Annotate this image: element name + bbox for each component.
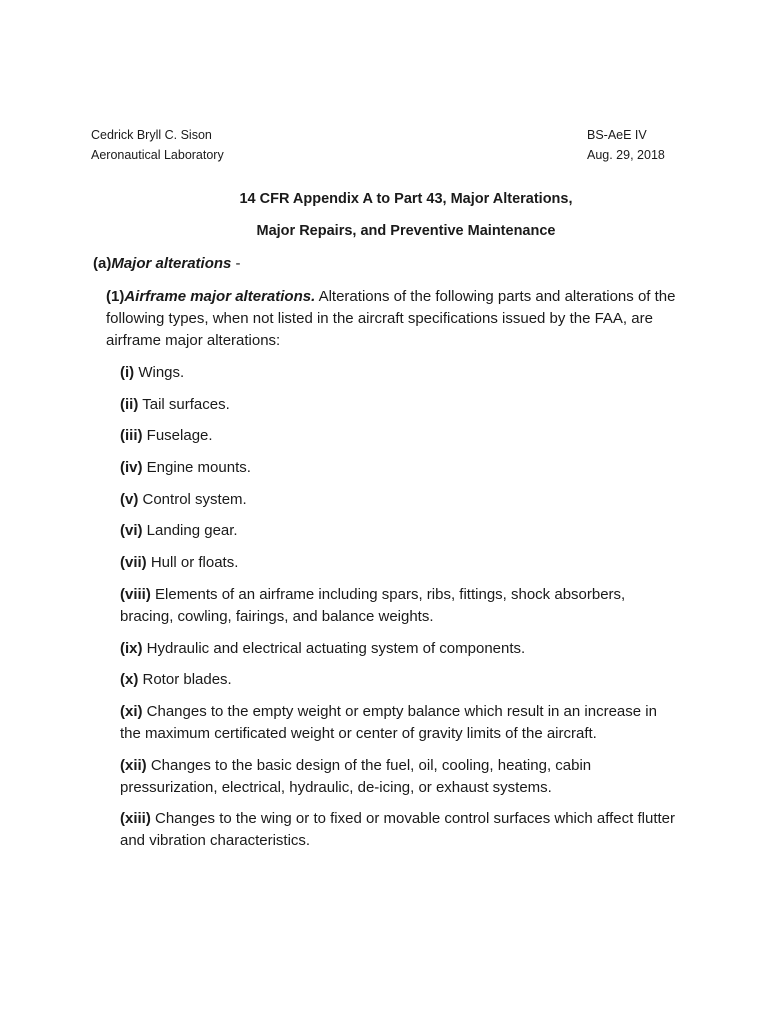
- paragraph-1-text: Alterations of the following parts and alterations of the following types, when not listed in the aircraft specifications issued by the FAA, are airframe major alterations:: [106, 288, 676, 349]
- list-item: [120, 394, 680, 416]
- list-item: [120, 669, 680, 691]
- header-left: [91, 125, 224, 165]
- items-list: [120, 362, 680, 862]
- list-item: [120, 489, 680, 511]
- item-number: (i): [120, 364, 135, 381]
- item-text: Changes to the wing or to fixed or movable control surfaces which affect flutter and vibration characteristics.: [120, 810, 676, 850]
- program-name: BS-AeE IV: [587, 128, 647, 142]
- item-number: (xii): [120, 756, 147, 774]
- item-text: Wings.: [134, 364, 185, 381]
- item-text: Changes to the empty weight or empty balance which result in an increase in the maximum certificated weight or center of gravity limits of the aircraft.: [120, 702, 657, 742]
- list-item: [120, 584, 680, 628]
- paragraph-1-heading: Airframe major alterations.: [124, 288, 316, 305]
- item-text: Engine mounts.: [142, 459, 251, 477]
- item-number: (x): [120, 671, 139, 689]
- author-name: Cedrick Bryll C. Sison: [91, 128, 212, 142]
- list-item: [120, 457, 680, 479]
- item-number: (xiii): [120, 810, 151, 828]
- item-text: Tail surfaces.: [138, 395, 230, 413]
- item-text: Control system.: [138, 490, 247, 508]
- item-number: (vi): [120, 522, 143, 540]
- paragraph-1-label: (1): [106, 288, 125, 305]
- item-number: (ix): [120, 639, 143, 657]
- item-text: Fuselage.: [142, 427, 213, 445]
- item-number: (ii): [120, 395, 139, 413]
- title-line-2: Major Repairs, and Preventive Maintenance: [256, 223, 556, 239]
- item-number: (xi): [120, 702, 143, 720]
- item-number: (vii): [120, 554, 147, 572]
- course-name: Aeronautical Laboratory: [91, 148, 224, 162]
- list-item: [120, 755, 680, 799]
- list-item: [120, 425, 680, 447]
- section-a-suffix: -: [231, 255, 241, 272]
- title-line-1: 14 CFR Appendix A to Part 43, Major Alterations,: [239, 191, 573, 207]
- list-item: [120, 520, 680, 542]
- item-number: (iv): [120, 459, 143, 477]
- header-right: [587, 125, 665, 165]
- item-text: Hydraulic and electrical actuating system of components.: [142, 639, 526, 657]
- list-item: [120, 638, 680, 660]
- item-number: (viii): [120, 585, 151, 603]
- document-date: Aug. 29, 2018: [587, 148, 665, 162]
- list-item: [120, 362, 680, 384]
- item-text: Changes to the basic design of the fuel, oil, cooling, heating, cabin pressurization, electrical, hydraulic, de-icing, or exhaust systems.: [120, 756, 592, 796]
- section-a-title: Major alterations: [111, 255, 232, 272]
- item-text: Rotor blades.: [138, 671, 232, 689]
- section-a-heading: [93, 255, 241, 272]
- list-item: [120, 701, 680, 745]
- item-text: Hull or floats.: [146, 554, 239, 572]
- list-item: [120, 552, 680, 574]
- paragraph-1: [106, 286, 686, 352]
- item-text: Landing gear.: [142, 522, 238, 540]
- section-a-label: (a): [93, 255, 112, 272]
- item-number: (v): [120, 490, 139, 508]
- item-number: (iii): [120, 427, 143, 445]
- list-item: [120, 808, 680, 852]
- item-text: Elements of an airframe including spars, ribs, fittings, shock absorbers, bracing, cowling, fairings, and balance weights.: [120, 585, 626, 625]
